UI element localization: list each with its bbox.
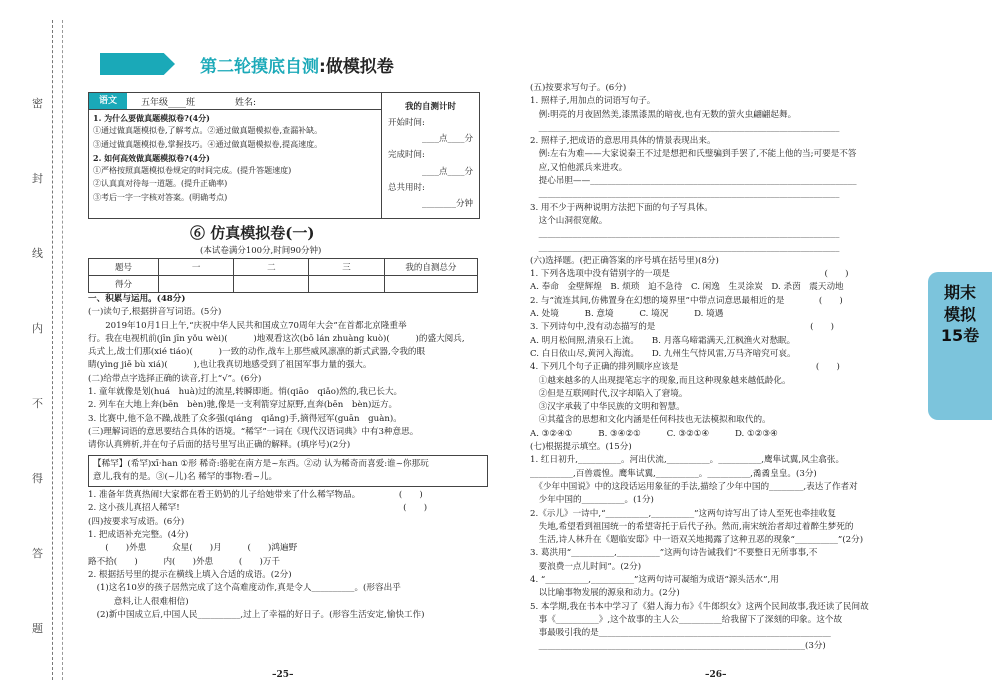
side-tab-label: 期末模拟15卷 — [940, 283, 980, 346]
text-line: (二)给带点字选择正确的读音,打上“√”。(6分) — [88, 373, 262, 384]
page-number-left: –25– — [272, 670, 294, 680]
text-line: 3. 下列诗句中,没有动态描写的是 ( ) — [530, 322, 834, 333]
table-row — [89, 276, 478, 293]
text-line: ( )外患 众星( )月 ( )鸿遍野 — [88, 543, 298, 554]
grade-field[interactable]: 五年级____班 — [141, 97, 196, 108]
banner-title — [200, 52, 394, 77]
timer-field[interactable]: ____点____分 — [421, 166, 473, 177]
tip-line: ③通过做真题模拟卷,掌握技巧。④通过做真题模拟卷,提高速度。 — [93, 139, 323, 149]
score-cell[interactable] — [384, 276, 477, 293]
info-header — [89, 93, 381, 110]
tip-line: 2. 如何高效做真题模拟卷?(4分) — [93, 152, 210, 163]
banner-title-main: 第二轮摸底自测 — [200, 57, 319, 77]
left-page-body — [88, 293, 488, 622]
timer-field[interactable]: ________分钟 — [421, 198, 473, 209]
text-line: (六)选择题。(把正确答案的序号填在括号里)(8分) — [530, 255, 719, 266]
text-line: 4. “__________,__________”这两句诗可凝缩为成语“源头活水”,用 — [530, 574, 779, 585]
tip-line: ②认真真对待每一道题。(提升正确率) — [93, 179, 228, 189]
text-line: (1)这名10岁的孩子居然完成了这个高难度动作,真是令人__________。(形容出乎 — [88, 583, 401, 594]
text-line: 意儿,我有的是。③(~儿)名 稀罕的事物:看~儿。 — [93, 471, 278, 482]
text-line: 2. 照样子,把成语的意思用具体的情景表现出来。 — [530, 136, 716, 147]
text-line: ①越来越多的人出现提笔忘字的现象,而且这种现象越来越低龄化。 — [530, 375, 791, 386]
text-line: A. 奉命 金壁辉煌 B. 烦琐 迫不急待 C. 闲逸 生灵涂炭 D. 杀茵 震天动地 — [530, 282, 844, 293]
binding-dash-line — [52, 20, 53, 680]
seal-char: 内 — [32, 322, 43, 335]
text-line: 2. 这小孩儿真招人稀罕! ( ) — [88, 503, 428, 514]
text-line: 兵式上,战士们那(xié tiáo)( )一致的动作,战车上那些威风凛凛的新式武器,令我的眼 — [88, 347, 426, 358]
banner-title-sub: 做模拟卷 — [325, 57, 394, 77]
text-line: 以比喻事物发展的源泉和动力。(2分) — [530, 588, 680, 599]
table-cell: 二 — [234, 259, 309, 276]
text-line: ______________________________________________________________________ — [530, 242, 840, 253]
seal-char: 得 — [32, 472, 43, 485]
text-line: 【稀罕】(希罕)xī·han ①形 稀奇:骆驼在南方是~东西。②动 认为稀奇而喜爱:谁~你那玩 — [93, 458, 429, 469]
text-line: ______________________________________________________________________ — [530, 189, 840, 200]
text-line: 睛(yìng jiē bù xiá)( ),也让我真切地感受到了祖国军事力量的强大。 — [88, 360, 372, 371]
text-line: 少年中国的__________。(1分) — [530, 495, 654, 506]
text-line: 一、积累与运用。(48分) — [88, 294, 186, 304]
timer-line: 完成时间: — [388, 150, 425, 161]
binding-dash-line-2 — [62, 20, 63, 680]
text-line: (2)新中国成立后,中国人民__________,过上了幸福的好日子。(形容生活安定,愉快工作) — [88, 609, 425, 620]
text-line: 2019年10月1日上午,“庆祝中华人民共和国成立70周年大会”在首都北京隆重举 — [88, 320, 407, 331]
seal-char: 题 — [32, 622, 43, 635]
text-line: __________,百兽震惶。鹰隼试翼,__________。__________,矞矞皇皇。(3分) — [530, 468, 817, 479]
test-title: ⑥ 仿真模拟卷(一) — [190, 224, 315, 242]
text-line: 事最吸引我的是______________________________________________________ — [530, 628, 831, 639]
tip-line: ③考后一字一字核对答案。(明确考点) — [93, 192, 228, 202]
text-line: ②但是互联网时代,汉字却陷入了窘境。 — [530, 388, 688, 399]
tip-line: 1. 为什么要做真题模拟卷?(4分) — [93, 113, 210, 123]
score-table — [88, 258, 478, 293]
text-line: (七)根据提示填空。(15分) — [530, 442, 632, 453]
timer-line: 开始时间: — [388, 118, 425, 129]
score-cell[interactable] — [159, 276, 234, 293]
table-cell: 得分 — [89, 276, 159, 293]
text-line: 1. 红日初升,__________。河出伏流,__________。__________,鹰隼试翼,风尘翕张。 — [530, 455, 845, 466]
text-line: 2. 与“流连其间,仿佛置身在幻想的境界里”中带点词意思最相近的是 ( ) — [530, 295, 843, 306]
seal-char: 封 — [32, 172, 43, 185]
score-cell[interactable] — [234, 276, 309, 293]
text-line: 4. 下列几个句子正确的排列顺序应该是 ( ) — [530, 362, 840, 373]
seal-char: 不 — [32, 397, 43, 410]
text-line: 3. 用不少于两种说明方法把下面的句子写具体。 — [530, 202, 713, 213]
test-subtitle: (本试卷满分100分,时间90分钟) — [200, 246, 322, 256]
text-line: 请你认真辨析,并在句子后面的括号里写出正确的解释。(填序号)(2分) — [88, 440, 351, 451]
text-line: 《少年中国说》中的这段话运用象征的手法,描绘了少年中国的________,表达了作者对 — [530, 481, 858, 492]
text-line: 生活,诗人林升在《题临安邸》中一语双关地揭露了这种丑恶的现象“__________”(2分) — [530, 535, 864, 546]
text-line: 5. 本学期,我在书本中学习了《猎人海力布》《牛郎织女》这两个民间故事,我还读了民间故 — [530, 601, 869, 612]
seal-char: 密 — [32, 97, 43, 110]
text-line: 要浪费一点儿时间”。(2分) — [530, 561, 642, 572]
page-number-right: –26– — [705, 670, 727, 680]
text-line: 例:明亮的月夜固然美,漆黑漆黑的暗夜,也有无数的萤火虫翩翩起舞。 — [530, 109, 797, 120]
info-box — [88, 92, 480, 219]
text-line: 1. 准备年货真热闹!大家都在看王奶奶的儿子给她带来了什么稀罕物品。 ( ) — [88, 490, 423, 501]
text-line: C. 白日依山尽,黄河入海流。 D. 九州生气恃风雷,万马齐喑究可哀。 — [530, 348, 796, 359]
text-line: 1. 把成语补充完整。(4分) — [88, 530, 189, 541]
text-line: 这个山洞很宽敞。 — [530, 215, 608, 226]
text-line: A. ③②④① B. ③④②① C. ③②①④ D. ①②③④ — [530, 428, 778, 439]
binding-margin — [0, 0, 70, 695]
tips-list — [89, 110, 381, 207]
banner-arrow-shape — [100, 53, 175, 75]
table-cell: 我的自测总分 — [384, 259, 477, 276]
seal-char: 答 — [32, 547, 43, 560]
text-line: 意料,让人很难相信) — [88, 596, 189, 607]
table-cell: 三 — [309, 259, 384, 276]
text-line: (四)按要求写成语。(6分) — [88, 516, 185, 527]
banner-title-sep: : — [319, 57, 326, 77]
text-line: ③汉字承载了中华民族的文明和智慧。 — [530, 402, 685, 413]
table-cell: 题号 — [89, 259, 159, 276]
text-line: (三)理解词语的意思要结合具体的语境。“稀罕”一词在《现代汉语词典》中有3种意思。 — [88, 426, 419, 437]
table-row — [89, 259, 478, 276]
text-line: 应,又怕他派兵来进攻。 — [530, 162, 628, 173]
text-line: ______________________________________________________________________ — [530, 229, 840, 240]
text-line: 1. 童年就像是划(huá huà)过的流星,转瞬即逝。悄(qiāo qiǎo)然的,我已长大。 — [88, 387, 403, 398]
text-line: 1. 照样子,用加点的词语写句子。 — [530, 96, 656, 107]
timer-title: 我的自测计时 — [404, 102, 456, 112]
text-line: ______________________________________________________________(3分) — [530, 641, 826, 652]
timer-field[interactable]: ____点____分 — [421, 134, 473, 145]
text-line: 2. 根据括号里的提示在横线上填入合适的成语。(2分) — [88, 569, 292, 580]
timer-box — [381, 93, 479, 218]
text-line: 2. 列车在大地上奔(bēn bèn)驰,像是一支利箭穿过原野,直奔(bēn bèn)远方。 — [88, 400, 398, 411]
right-page-body — [530, 82, 930, 654]
text-line: A. 处境 B. 意境 C. 境况 D. 境遇 — [530, 309, 724, 320]
text-line: 1. 下列各选项中没有错别字的一项是 ( ) — [530, 269, 849, 280]
text-line: 行。我在电视机前(jīn jīn yǒu wèi)( )地观看这次(bō lán zhuàng kuò)( )的盛大阅兵, — [88, 333, 465, 344]
text-line: A. 明月松间照,清泉石上流。 B. 月落乌啼霜满天,江枫渔火对愁眠。 — [530, 335, 796, 346]
text-line: 2.《示儿》一诗中,“__________,__________”这两句诗写出了诗人至死也牵挂收复 — [530, 508, 837, 519]
tip-line: ①通过做真题模拟卷,了解考点。②通过做真题模拟卷,查漏补缺。 — [93, 126, 323, 136]
text-line: 3. 比赛中,他不急不躁,战胜了众多强(qiáng qiǎng)手,摘得冠军(guān guàn)。 — [88, 413, 402, 424]
name-field[interactable]: 姓名: — [235, 97, 257, 108]
text-line: 失地,希望看到祖国统一的希望寄托于后代子孙。然而,南宋统治者却过着醉生梦死的 — [530, 521, 854, 532]
subject-label: 语文 — [89, 93, 127, 109]
text-line: (一)读句子,根据拼音写词语。(5分) — [88, 307, 222, 318]
table-cell: 一 — [159, 259, 234, 276]
text-line: 3. 葛洪用“__________,__________”这两句诗告诫我们“不要整日无所事事,不 — [530, 548, 818, 559]
glossary-box — [88, 455, 488, 488]
text-line: ______________________________________________________________________ — [530, 122, 840, 133]
text-line: ④其蕴含的思想和文化内涵是任何科技也无法模拟和取代的。 — [530, 415, 771, 426]
seal-char: 线 — [32, 247, 43, 260]
tip-line: ①严格按照真题模拟卷规定的时间完成。(提升答题速度) — [93, 166, 292, 176]
text-line: 提心吊胆——______________________________________________________________ — [530, 176, 857, 187]
timer-line: 总共用时: — [388, 182, 425, 193]
text-line: 事《__________》,这个故事的主人公__________给我留下了深刻的印象。这个故 — [530, 614, 843, 625]
score-cell[interactable] — [309, 276, 384, 293]
text-line: 例:左右为难——大家说秦王不过是想把和氏璧骗到手罢了,不能上他的当;可要是不答 — [530, 149, 857, 160]
text-line: 路不拾( ) 内( )外患 ( )万千 — [88, 556, 280, 567]
text-line: (五)按要求写句子。(6分) — [530, 83, 627, 93]
